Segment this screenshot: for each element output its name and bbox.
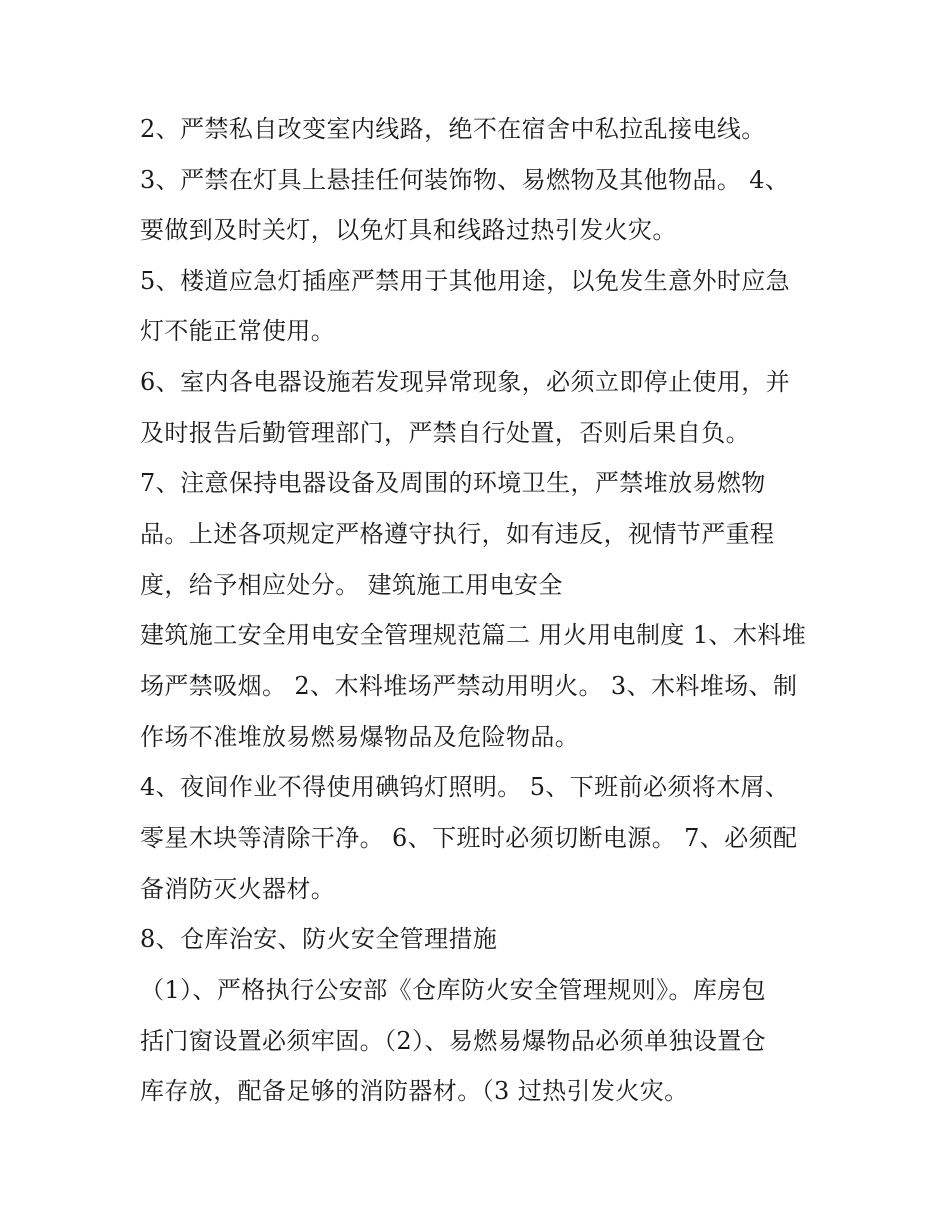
- text-line: 灯不能正常使用。: [140, 317, 336, 345]
- text-line: （1）、严格执行公安部《仓库防火安全管理规则》。库房包: [140, 976, 767, 1004]
- text-line: 括门窗设置必须牢固。（2）、易燃易爆物品必须单独设置仓: [140, 1027, 767, 1055]
- text-line: 要做到及时关灯，以免灯具和线路过热引发火灾。: [140, 216, 677, 244]
- text-line: 3、严禁在灯具上悬挂任何装饰物、易燃物及其他物品。 4、: [140, 166, 790, 194]
- text-line: 及时报告后勤管理部门，严禁自行处置，否则后果自负。: [140, 419, 750, 447]
- text-line: 度，给予相应处分。 建筑施工用电安全: [140, 571, 563, 599]
- text-line: 零星木块等清除干净。 6、下班时必须切断电源。 7、必须配: [140, 824, 798, 852]
- text-line: 5、楼道应急灯插座严禁用于其他用途，以免发生意外时应急: [140, 267, 791, 295]
- text-line: 建筑施工安全用电安全管理规范篇二 用火用电制度 1、木料堆: [140, 621, 807, 649]
- text-line: 库存放，配备足够的消防器材。（3 过热引发火灾。: [140, 1077, 689, 1105]
- text-line: 4、夜间作业不得使用碘钨灯照明。 5、下班前必须将木屑、: [140, 773, 790, 801]
- text-line: 2、严禁私自改变室内线路，绝不在宿舍中私拉乱接电线。: [140, 115, 766, 143]
- text-line: 品。上述各项规定严格遵守执行，如有违反，视情节严重程: [140, 520, 775, 548]
- text-line: 6、室内各电器设施若发现异常现象，必须立即停止使用，并: [140, 368, 791, 396]
- text-line: 场严禁吸烟。 2、木料堆场严禁动用明火。 3、木料堆场、制: [140, 672, 798, 700]
- text-line: 作场不准堆放易燃易爆物品及危险物品。: [140, 723, 580, 751]
- text-line: 备消防灭火器材。: [140, 875, 336, 903]
- text-line: 8、仓库治安、防火安全管理措施: [140, 925, 498, 953]
- text-line: 7、注意保持电器设备及周围的环境卫生，严禁堆放易燃物: [140, 469, 766, 497]
